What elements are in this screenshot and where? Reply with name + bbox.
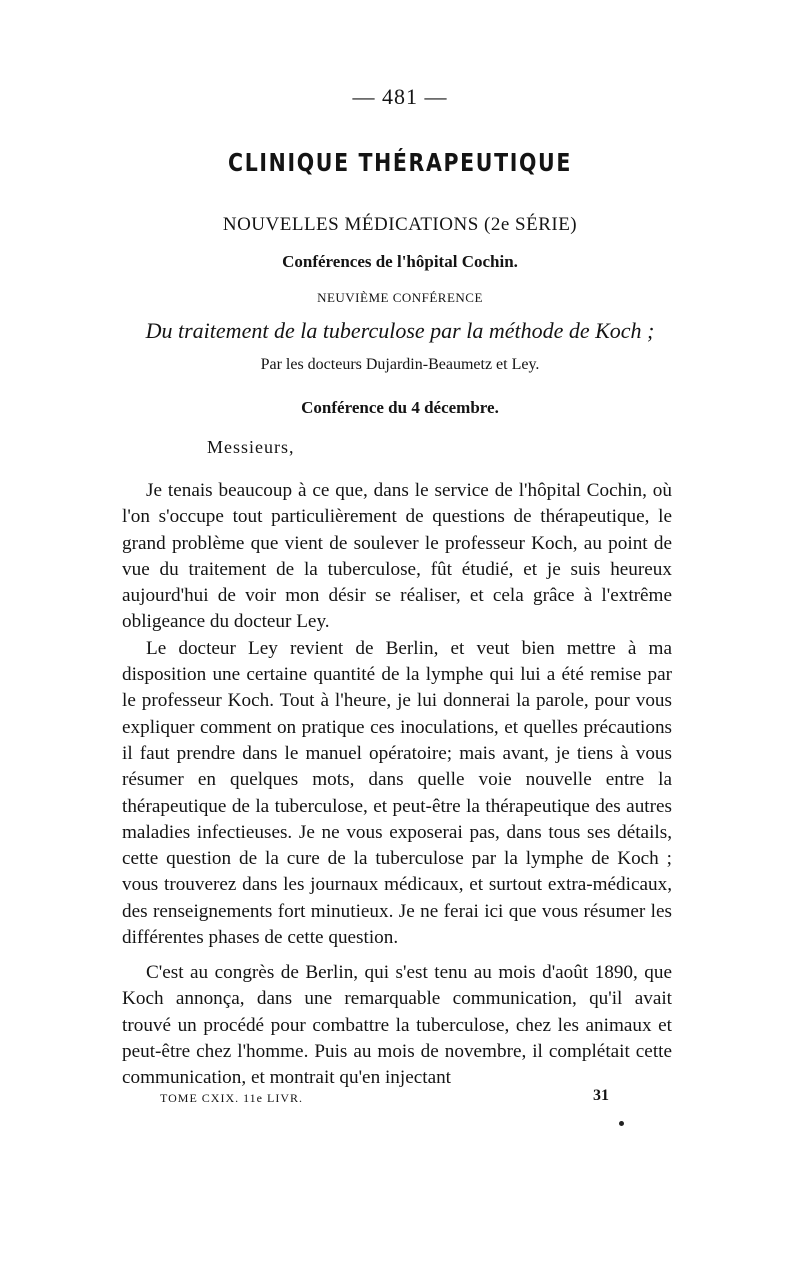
body-text-continued xyxy=(122,960,672,1091)
body-text xyxy=(122,478,672,951)
paragraph: C'est au congrès de Berlin, qui s'est tenu au mois d'août 1890, que Koch annonça, dans une remarquable communication, qu'il avait trouvé un procédé pour combattre la tuberculose, chez les animaux et peut-être chez l'homme. Puis au mois de novembre, il complétait cette communication, et montrait qu'en injectant xyxy=(122,962,672,1089)
venue-subtitle: Conférences de l'hôpital Cochin. xyxy=(282,252,518,271)
conference-label: NEUVIÈME CONFÉRENCE xyxy=(317,290,483,305)
salutation: Messieurs, xyxy=(207,437,295,457)
footer-volume: TOME CXIX. 11e LIVR. xyxy=(160,1091,303,1105)
paragraph: Je tenais beaucoup à ce que, dans le service de l'hôpital Cochin, où l'on s'occupe tout particulièrement de questions de thérapeutique, le grand problème que vient de soulever le professeur Koch, au point de vue du traitement de la tuberculose, fût étudié, et je suis heureux aujourd'hui de voir mon désir se réaliser, et cela grâce à l'extrême obligeance du docteur Ley. xyxy=(122,480,672,633)
lecture-title: Du traitement de la tuberculose par la méthode de Koch ; xyxy=(145,318,655,343)
page-number: — 481 — xyxy=(352,84,448,109)
paragraph: Le docteur Ley revient de Berlin, et veut bien mettre à ma disposition une certaine quantité de la lymphe qui lui a été remise par le professeur Koch. Tout à l'heure, je lui donnerai la parole, pour vous expliquer comment on pratique ces inoculations, et quelles précautions il faut prendre dans le manuel opératoire; mais avant, je tiens à vous résumer en quelques mots, dans quelle voie nouvelle entre la thérapeutique de la tuberculose, et peut-être la thérapeutique des autres maladies infectieuses. Je ne vous exposerai pas, dans tous ses détails, cette question de la cure de la tuberculose par la lymphe de Koch ; vous trouverez dans les journaux médicaux, et surtout extra-médicaux, des renseignements fort minutieux. Je ne ferai ici que vous résumer les différentes phases de cette question. xyxy=(122,637,672,949)
series-subtitle xyxy=(0,214,800,236)
footer-signature: 31 xyxy=(593,1087,609,1104)
margin-dot xyxy=(619,1121,624,1126)
series-number: (2e SÉRIE) xyxy=(484,214,578,235)
series-main: NOUVELLES MÉDICATIONS xyxy=(222,214,479,235)
section-title: CLINIQUE THÉRAPEUTIQUE xyxy=(228,148,572,177)
conference-date: Conférence du 4 décembre. xyxy=(301,398,499,417)
authors-line: Par les docteurs Dujardin-Beaumetz et Ley. xyxy=(260,356,540,373)
